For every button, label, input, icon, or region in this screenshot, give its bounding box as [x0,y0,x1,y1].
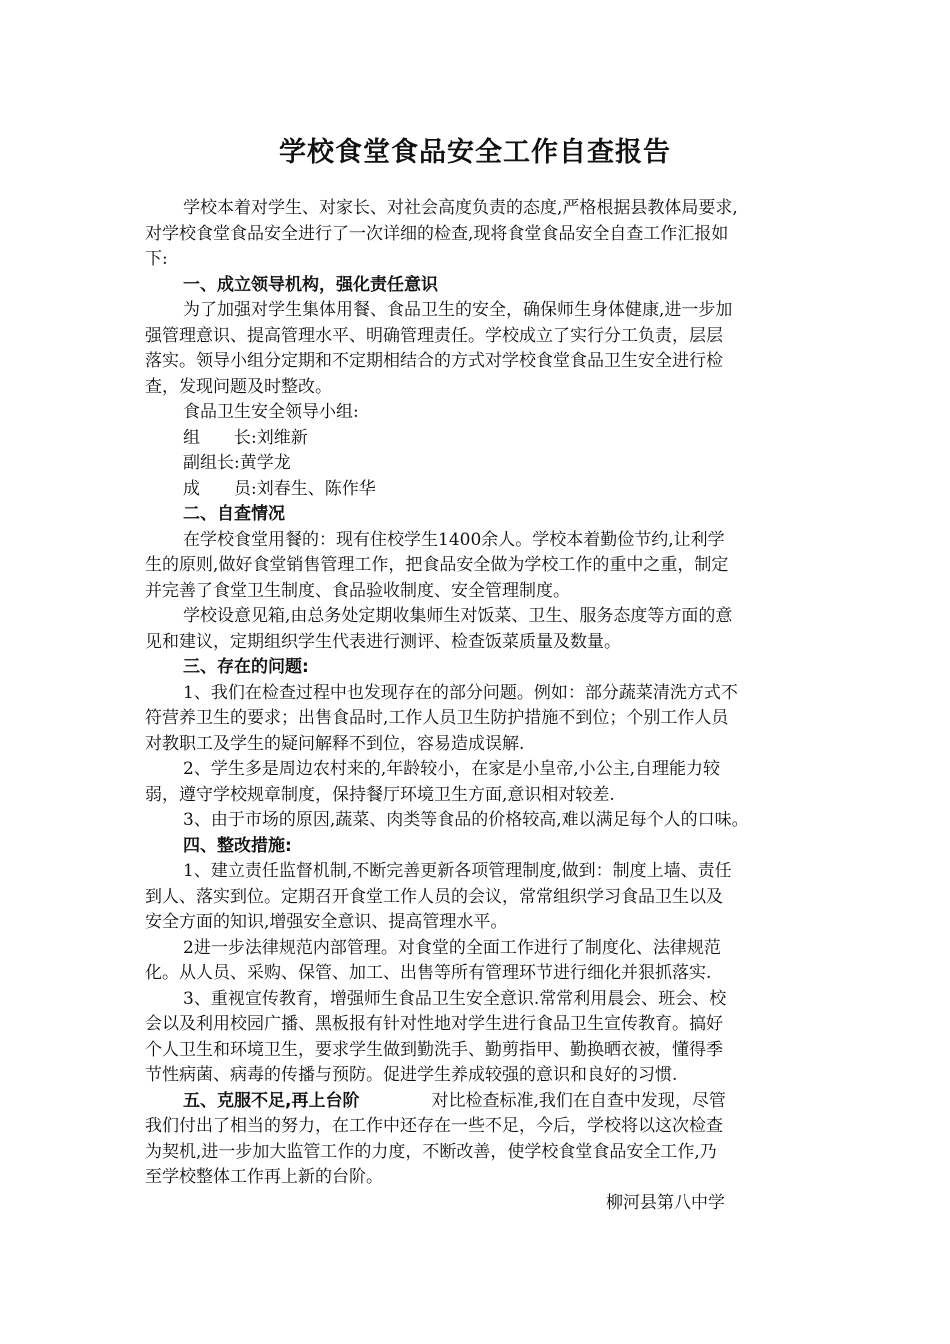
paragraph-line: 弱，遵守学校规章制度，保持餐厅环境卫生方面,意识相对较差. [145,784,615,805]
paragraph-line: 我们付出了相当的努力，在工作中还存在一些不足，今后，学校将以这次检查 [145,1116,723,1136]
paragraph-line: 见和建议，定期组织学生代表进行测评、检查饭菜质量及数量。 [145,631,621,652]
paragraph-line: 副组长:黄学龙 [183,453,291,473]
paragraph-line: 为契机,进一步加大监管工作的力度，不断改善，使学校食堂食品安全工作,乃 [145,1141,717,1162]
paragraph-line: 在学校食堂用餐的：现有住校学生1400余人。学校本着勤俭节约,让利学 [183,529,725,550]
paragraph-line: 生的原则,做好食堂销售管理工作，把食品安全做为学校工作的重中之重，制定 [145,555,729,575]
section-heading: 四、整改措施: [183,835,292,856]
paragraph-line: 查，发现问题及时整改。 [145,376,332,397]
signature: 柳河县第八中学 [606,1193,725,1213]
paragraph-line: 对学校食堂食品安全进行了一次详细的检查,现将食堂食品安全自查工作汇报如 [145,223,729,244]
paragraph-text: 对比检查标准,我们在自查中发现，尽管 [431,1090,726,1111]
paragraph-line: 2进一步法律规范内部管理。对食堂的全面工作进行了制度化、法律规范 [183,937,721,958]
paragraph-line: 会以及利用校园广播、黑板报有针对性地对学生进行食品卫生宣传教育。搞好 [145,1014,723,1034]
document-title: 学校食堂食品安全工作自查报告 [279,137,671,168]
paragraph-line: 下: [145,249,168,269]
paragraph-line: 对教职工及学生的疑问解释不到位，容易造成误解. [145,733,525,754]
section-heading: 三、存在的问题: [183,657,309,677]
paragraph-line: 1、我们在检查过程中也发现存在的部分问题。例如：部分蔬菜清洗方式不 [183,682,738,703]
section-heading: 二、自查情况 [183,504,285,524]
paragraph-line: 1、建立责任监督机制,不断完善更新各项管理制度,做到：制度上墙、责任 [183,861,732,881]
paragraph-line: 符营养卫生的要求；出售食品时,工作人员卫生防护措施不到位；个别工作人员 [145,708,729,728]
section-5-first-line [145,1089,863,1114]
paragraph-line: 化。从人员、采购、保管、加工、出售等所有管理环节进行细化并狠抓落实. [145,963,712,983]
paragraph-line: 学校本着对学生、对家长、对社会高度负责的态度,严格根据县教体局要求, [183,198,738,218]
paragraph-line: 2、学生多是周边农村来的,年龄较小，在家是小皇帝,小公主,自理能力较 [183,759,721,779]
paragraph-line: 并完善了食堂卫生制度、食品验收制度、安全管理制度。 [145,580,570,601]
paragraph-line: 强管理意识、提高管理水平、明确管理责任。学校成立了实行分工负责，层层 [145,325,723,346]
section-heading: 五、克服不足,再上台阶 [183,1090,360,1111]
paragraph-line: 节性病菌、病毒的传播与预防。促进学生养成较强的意识和良好的习惯. [145,1065,678,1085]
paragraph-line: 食品卫生安全领导小组: [183,402,359,422]
paragraph-line: 3、重视宣传教育，增强师生食品卫生安全意识.常常利用晨会、班会、校 [183,988,727,1009]
section-heading: 一、成立领导机构，强化责任意识 [183,274,438,295]
paragraph-line: 为了加强对学生集体用餐、食品卫生的安全，确保师生身体健康,进一步加 [183,300,733,320]
paragraph-line: 到人、落实到位。定期召开食堂工作人员的会议，常常组织学习食品卫生以及 [145,886,723,907]
paragraph-line: 组 长:刘维新 [183,427,308,448]
paragraph-line: 安全方面的知识,增强安全意识、提高管理水平。 [145,912,508,932]
paragraph-line: 学校设意见箱,由总务处定期收集师生对饭菜、卫生、服务态度等方面的意 [183,606,733,626]
paragraph-line: 个人卫生和环境卫生，要求学生做到勤洗手、勤剪指甲、勤换晒衣被，懂得季 [145,1039,723,1060]
paragraph-line: 3、由于市场的原因,蔬菜、肉类等食品的价格较高,难以满足每个人的口味。 [183,810,749,830]
paragraph-line: 落实。领导小组分定期和不定期相结合的方式对学校食堂食品卫生安全进行检 [145,351,723,371]
paragraph-line: 成 员:刘春生、陈作华 [183,478,376,499]
paragraph-line: 至学校整体工作再上新的台阶。 [145,1167,383,1187]
